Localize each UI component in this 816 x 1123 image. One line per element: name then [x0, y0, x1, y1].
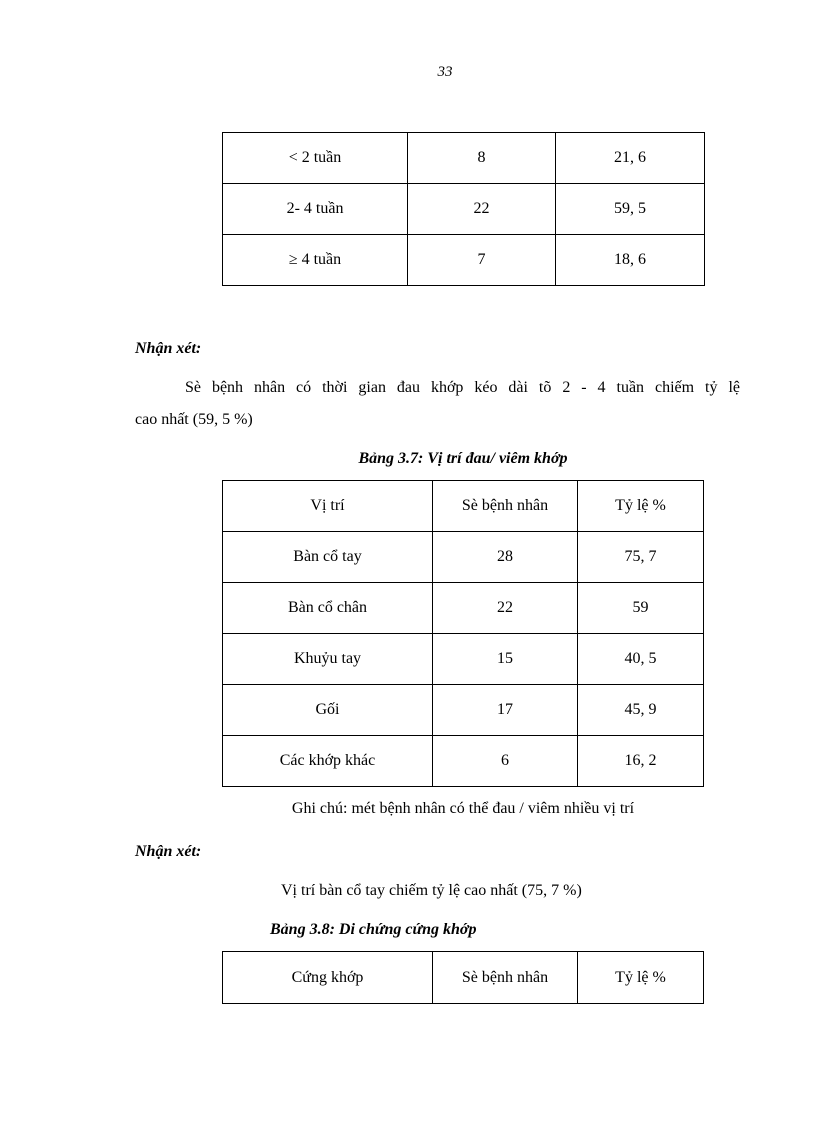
table-row — [223, 532, 704, 583]
remark-heading: Nhận xét: — [135, 843, 202, 860]
column-header: Vị trí — [223, 481, 433, 532]
table-cell: Bàn cổ chân — [223, 583, 433, 634]
table-cell: < 2 tuần — [223, 133, 408, 184]
table-cell: 59, 5 — [556, 184, 705, 235]
remark-heading: Nhận xét: — [135, 340, 202, 357]
column-header: Cứng khớp — [223, 952, 433, 1004]
table-cell: 59 — [578, 583, 704, 634]
joint-location-table — [222, 480, 704, 787]
table-cell: 16, 2 — [578, 736, 704, 787]
column-header: Sè bệnh nhân — [433, 952, 578, 1004]
table-cell: 2- 4 tuần — [223, 184, 408, 235]
table-cell: 8 — [408, 133, 556, 184]
table-header-row — [223, 481, 704, 532]
column-header: Tỷ lệ % — [578, 481, 704, 532]
column-header: Tỷ lệ % — [578, 952, 704, 1004]
remark-text: Vị trí bàn cổ tay chiếm tỷ lệ cao nhất (75, 7 %) — [281, 882, 582, 899]
table-caption: Bảng 3.7: Vị trí đau/ viêm khớp — [358, 450, 568, 467]
table-cell: Các khớp khác — [223, 736, 433, 787]
table-cell: 40, 5 — [578, 634, 704, 685]
remark-text-line1: Sè bệnh nhân có thời gian đau khớp kéo dài tõ 2 - 4 tuần chiếm tỷ lệ — [185, 379, 740, 396]
table-cell: 75, 7 — [578, 532, 704, 583]
table-row — [223, 583, 704, 634]
table-row — [223, 634, 704, 685]
table-cell: Bàn cổ tay — [223, 532, 433, 583]
table-cell: 18, 6 — [556, 235, 705, 286]
table-cell: Gối — [223, 685, 433, 736]
table-row — [223, 184, 705, 235]
table-cell: 22 — [408, 184, 556, 235]
table-cell: 15 — [433, 634, 578, 685]
table-cell: 17 — [433, 685, 578, 736]
joint-stiffness-table — [222, 951, 704, 1004]
table-cell: 7 — [408, 235, 556, 286]
table-row — [223, 736, 704, 787]
table-note: Ghi chú: mét bệnh nhân có thể đau / viêm nhiều vị trí — [291, 800, 635, 817]
column-header: Sè bệnh nhân — [433, 481, 578, 532]
table-row — [223, 235, 705, 286]
table-cell: 45, 9 — [578, 685, 704, 736]
table-row — [223, 133, 705, 184]
duration-table — [222, 132, 705, 286]
table-header-row — [223, 952, 704, 1004]
table-caption: Bảng 3.8: Di chứng cứng khớp — [270, 921, 477, 938]
table-row — [223, 685, 704, 736]
table-cell: 6 — [433, 736, 578, 787]
remark-text-line2: cao nhất (59, 5 %) — [135, 411, 253, 428]
table-cell: 21, 6 — [556, 133, 705, 184]
table-cell: 22 — [433, 583, 578, 634]
table-cell: Khuỷu tay — [223, 634, 433, 685]
page-number: 33 — [437, 64, 453, 80]
table-cell: 28 — [433, 532, 578, 583]
table-cell: ≥ 4 tuần — [223, 235, 408, 286]
